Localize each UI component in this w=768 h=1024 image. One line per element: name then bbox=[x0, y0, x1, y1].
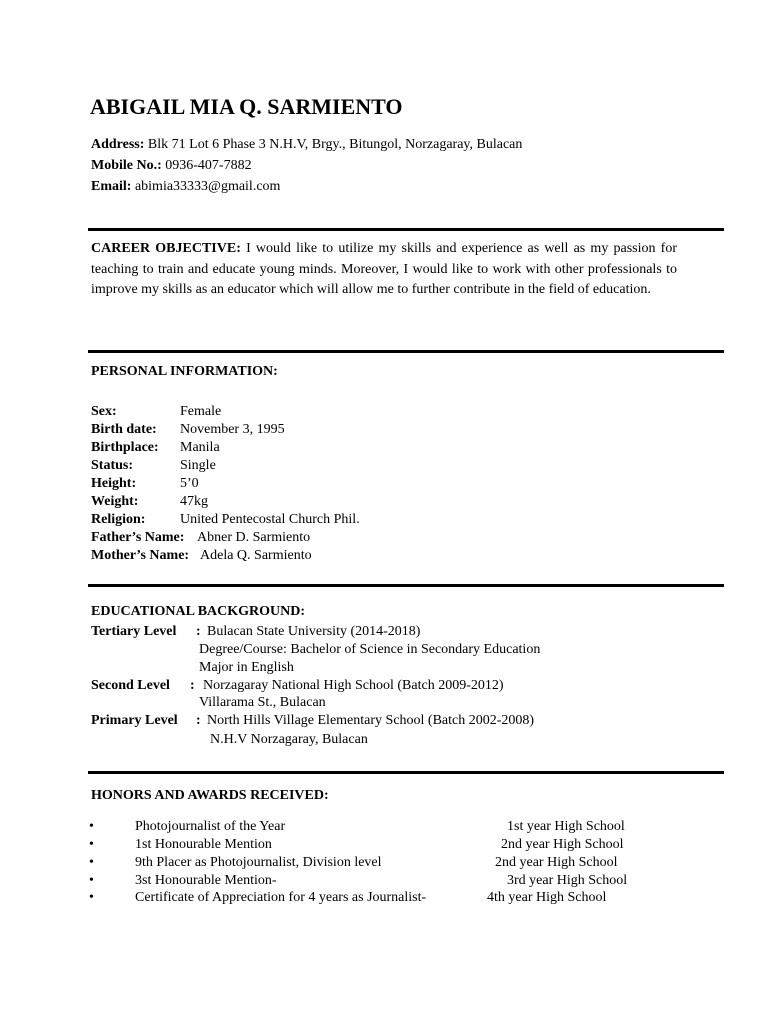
career-objective bbox=[91, 239, 677, 301]
fathers-name-label: Father’s Name: bbox=[91, 530, 185, 545]
mothers-name-value: Adela Q. Sarmiento bbox=[200, 548, 312, 563]
status-value: Single bbox=[180, 458, 216, 473]
award-name: 1st Honourable Mention bbox=[135, 837, 272, 852]
second-address: Villarama St., Bulacan bbox=[199, 695, 326, 710]
award-year: 3rd year High School bbox=[507, 873, 628, 888]
education-heading: EDUCATIONAL BACKGROUND: bbox=[91, 604, 306, 619]
tertiary-school: Bulacan State University (2014-2018) bbox=[207, 624, 421, 639]
tertiary-level-label: Tertiary Level bbox=[91, 624, 177, 639]
second-school: Norzagaray National High School (Batch 2009-2012) bbox=[203, 678, 504, 693]
primary-school: North Hills Village Elementary School (Batch 2002-2008) bbox=[207, 713, 535, 728]
bullet: • bbox=[89, 873, 94, 888]
bullet: • bbox=[89, 855, 94, 870]
email-line bbox=[91, 178, 280, 196]
bullet: • bbox=[89, 819, 94, 834]
bullet: • bbox=[89, 890, 94, 905]
birth-date-label: Birth date: bbox=[91, 422, 157, 437]
award-year: 1st year High School bbox=[507, 819, 625, 834]
honors-heading: HONORS AND AWARDS RECEIVED: bbox=[91, 788, 329, 803]
email-value: abimia33333@gmail.com bbox=[134, 179, 281, 194]
email-label: Email: bbox=[91, 179, 132, 194]
sex-value: Female bbox=[180, 404, 222, 419]
sex-label: Sex: bbox=[91, 404, 117, 419]
bullet: • bbox=[89, 837, 94, 852]
section-divider bbox=[88, 584, 724, 587]
birth-date-value: November 3, 1995 bbox=[180, 422, 285, 437]
award-year: 2nd year High School bbox=[495, 855, 618, 870]
primary-address: N.H.V Norzagaray, Bulacan bbox=[210, 732, 368, 747]
mobile-value: 0936-407-7882 bbox=[165, 158, 252, 173]
weight-label: Weight: bbox=[91, 494, 139, 509]
mobile-label: Mobile No.: bbox=[91, 158, 162, 173]
objective-label: CAREER OBJECTIVE: bbox=[91, 241, 241, 256]
award-name: 3st Honourable Mention- bbox=[135, 873, 277, 888]
primary-colon: : bbox=[196, 713, 201, 728]
tertiary-colon: : bbox=[196, 624, 201, 639]
address-line bbox=[91, 136, 522, 154]
primary-level-label: Primary Level bbox=[91, 713, 178, 728]
tertiary-degree: Degree/Course: Bachelor of Science in Secondary Education bbox=[199, 642, 541, 657]
mothers-name-label: Mother’s Name: bbox=[91, 548, 190, 563]
award-name: 9th Placer as Photojournalist, Division level bbox=[135, 855, 382, 870]
personal-info-heading: PERSONAL INFORMATION: bbox=[91, 364, 278, 379]
weight-value: 47kg bbox=[180, 494, 208, 509]
award-year: 2nd year High School bbox=[501, 837, 624, 852]
award-name: Certificate of Appreciation for 4 years as Journalist- bbox=[135, 890, 427, 905]
section-divider bbox=[88, 350, 724, 353]
section-divider bbox=[88, 228, 724, 231]
tertiary-major: Major in English bbox=[199, 660, 294, 675]
second-level-label: Second Level bbox=[91, 678, 170, 693]
address-label: Address: bbox=[91, 137, 145, 152]
mobile-line bbox=[91, 157, 252, 175]
status-label: Status: bbox=[91, 458, 134, 473]
height-value: 5’0 bbox=[180, 476, 199, 491]
religion-label: Religion: bbox=[91, 512, 146, 527]
award-name: Photojournalist of the Year bbox=[135, 819, 286, 834]
religion-value: United Pentecostal Church Phil. bbox=[180, 512, 360, 527]
birthplace-label: Birthplace: bbox=[91, 440, 159, 455]
award-year: 4th year High School bbox=[487, 890, 607, 905]
fathers-name-value: Abner D. Sarmiento bbox=[197, 530, 311, 545]
applicant-name: ABIGAIL MIA Q. SARMIENTO bbox=[90, 94, 403, 119]
height-label: Height: bbox=[91, 476, 137, 491]
section-divider bbox=[88, 771, 724, 774]
address-value: Blk 71 Lot 6 Phase 3 N.H.V, Brgy., Bitungol, Norzagaray, Bulacan bbox=[147, 137, 523, 152]
second-colon: : bbox=[190, 678, 195, 693]
birthplace-value: Manila bbox=[180, 440, 220, 455]
objective-text: I would like to utilize my skills and experience as well as my passion for teaching to train and educate young minds. Moreover, I would like to work with other professionals to improve my skills as an educator which will allow me to further contribute in the field of education. bbox=[91, 241, 677, 297]
